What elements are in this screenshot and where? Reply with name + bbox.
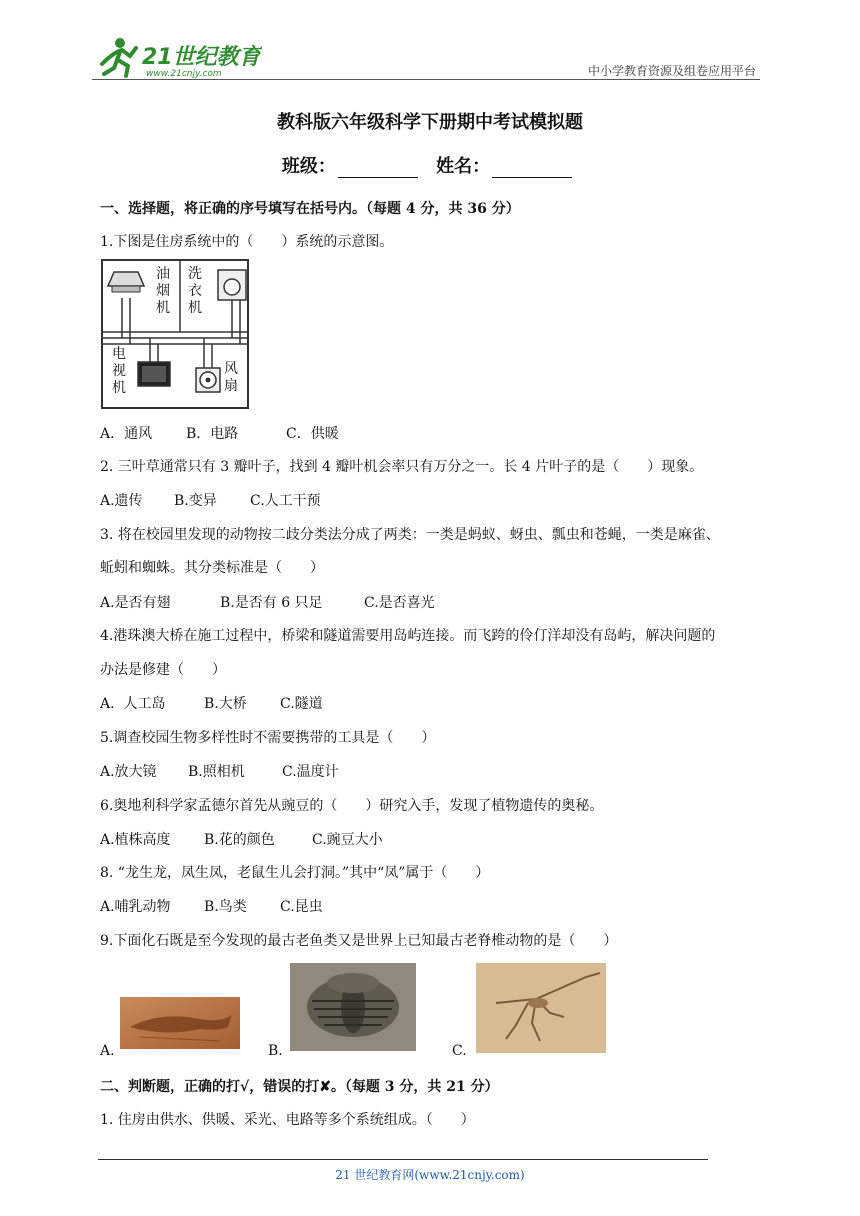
q3-options [100,592,435,612]
q9-label-a[interactable]: A. [100,1043,115,1059]
svg-text:油烟机 [156,265,170,316]
section-2-heading: 二、判断题，正确的打√，错误的打✘。（每题 3 分，共 21 分） [100,1079,499,1095]
label-fan-char: 扇 [224,378,238,394]
label-range-hood-char: 机 [156,300,170,316]
footer-text[interactable]: 21 世纪教育网(www.21cnjy.com) [335,1168,525,1182]
svg-text:风扇 [224,361,238,394]
q4-options [100,693,323,713]
q4-option-c[interactable]: C.隧道 [280,696,323,712]
q6-option-a[interactable]: A.植株高度 [100,832,171,848]
q9-label-b[interactable]: B. [268,1043,283,1059]
label-range-hood-char: 油 [156,266,170,282]
class-blank[interactable] [338,159,418,178]
exam-title: 教科版六年级科学下册期中考试模拟题 [277,112,583,133]
q2-options [100,490,321,510]
svg-text:电视机 [112,345,126,396]
q3-option-a[interactable]: A.是否有翅 [100,595,171,611]
q5-option-b[interactable]: B.照相机 [188,764,245,780]
q8-option-b[interactable]: B.鸟类 [204,899,247,915]
q9-label-c[interactable]: C. [452,1043,467,1059]
fossil-pterosaur-image [476,963,606,1053]
q2-option-a[interactable]: A.遗传 [100,493,143,509]
q6-options [100,829,383,849]
question-9: 9.下面化石既是至今发现的最古老鱼类又是世界上已知最古老脊椎动物的是（ ） [100,933,618,949]
class-name-row [0,152,860,178]
question-1: 1.下图是住房系统中的（ ）系统的示意图。 [100,234,394,250]
label-tv-char: 电 [112,346,126,362]
label-tv-char: 视 [112,363,126,379]
logo-url: www.21cnjy.com [146,69,222,78]
section-1-heading: 一、选择题，将正确的序号填写在括号内。（每题 4 分，共 36 分） [100,201,520,217]
question-6: 6.奥地利科学家孟德尔首先从豌豆的（ ）研究入手，发现了植物遗传的奥秘。 [100,798,604,814]
judgement-1: 1. 住房由供水、供暖、采光、电路等多个系统组成。（ ） [100,1112,475,1128]
q8-option-c[interactable]: C.昆虫 [280,899,323,915]
q5-options [100,761,339,781]
house-circuit-diagram [100,258,250,410]
logo-text: 21世纪教育 [142,45,261,70]
q4-option-a[interactable]: A. 人工岛 [100,696,166,712]
name-blank[interactable] [492,159,572,178]
svg-text:洗衣机 [188,266,202,316]
fossil-fish-image [120,997,240,1049]
q3-option-b[interactable]: B.是否有 6 只足 [220,595,323,611]
question-4-line-2: 办法是修建（ ） [100,662,226,678]
platform-label: 中小学教育资源及组卷应用平台 [587,64,756,78]
q1-options [100,423,339,443]
name-label: 姓名： [436,156,491,177]
class-label: 班级： [281,156,336,177]
question-4-line-1: 4.港珠澳大桥在施工过程中，桥梁和隧道需要用岛屿连接。而飞跨的伶仃洋却没有岛屿，解决问题的 [100,628,716,644]
question-2: 2. 三叶草通常只有 3 瓣叶子，找到 4 瓣叶机会率只有万分之一。长 4 片叶子的是（ ）现象。 [100,459,704,475]
q6-option-c[interactable]: C.豌豆大小 [312,832,383,848]
q3-option-c[interactable]: C.是否喜光 [364,595,435,611]
q8-option-a[interactable]: A.哺乳动物 [100,899,171,915]
q1-option-a[interactable]: A．通风 [100,426,153,442]
label-range-hood-char: 烟 [156,283,170,299]
q5-option-a[interactable]: A.放大镜 [100,764,157,780]
label-washer-char: 洗 [188,266,202,282]
q1-option-b[interactable]: B．电路 [186,426,239,442]
fossil-trilobite-image [290,963,416,1051]
site-logo [92,34,262,78]
question-3-line-2: 蚯蚓和蜘蛛。其分类标准是（ ） [100,560,324,576]
q6-option-b[interactable]: B.花的颜色 [204,832,275,848]
label-washer-char: 机 [188,300,202,316]
question-5: 5.调查校园生物多样性时不需要携带的工具是（ ） [100,730,436,746]
label-tv-char: 机 [112,380,126,396]
q2-option-b[interactable]: B.变异 [174,493,217,509]
q4-option-b[interactable]: B.大桥 [204,696,247,712]
q1-option-c[interactable]: C．供暖 [286,426,339,442]
question-8: 8. “龙生龙，凤生凤，老鼠生儿会打洞。”其中“凤”属于（ ） [100,865,490,881]
q5-option-c[interactable]: C.温度计 [282,764,339,780]
footer-divider [98,1159,708,1160]
label-fan-char: 风 [224,361,238,377]
q2-option-c[interactable]: C.人工干预 [250,493,321,509]
label-washer-char: 衣 [188,283,202,299]
question-3-line-1: 3. 将在校园里发现的动物按二歧分类法分成了两类：一类是蚂蚁、蚜虫、瓢虫和苍蝇，一类是麻雀、 [100,527,720,543]
header-divider [92,79,760,80]
q8-options [100,896,323,916]
